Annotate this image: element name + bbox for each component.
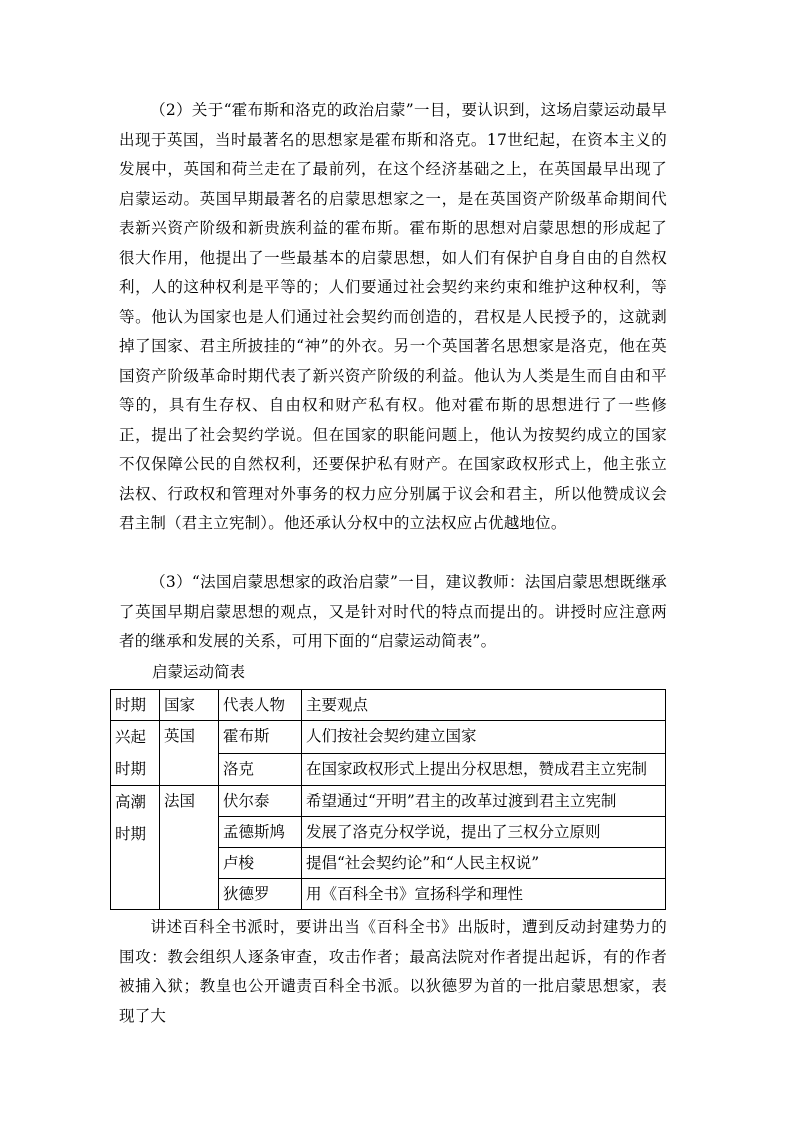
person-cell: 洛克	[219, 753, 302, 786]
person-cell: 狄德罗	[219, 879, 302, 910]
period-cell	[111, 721, 160, 786]
person-cell: 霍布斯	[219, 721, 302, 754]
person-cell: 孟德斯鸠	[219, 817, 302, 848]
period-text: 时期	[115, 825, 147, 843]
table-caption: 启蒙运动简表	[152, 663, 246, 681]
country-cell: 法国	[160, 786, 219, 910]
enlightenment-table	[110, 689, 666, 910]
view-cell: 人们按社会契约建立国家	[302, 721, 666, 754]
period-text: 兴起	[115, 728, 147, 746]
table-row	[111, 721, 666, 754]
view-cell: 在国家政权形式上提出分权思想，赞成君主立宪制	[302, 753, 666, 786]
view-cell: 用《百科全书》宣扬科学和理性	[302, 879, 666, 910]
view-cell: 发展了洛克分权学说，提出了三权分立原则	[302, 817, 666, 848]
country-cell: 英国	[160, 721, 219, 786]
header-country: 国家	[160, 690, 219, 721]
period-text: 时期	[115, 760, 147, 778]
header-person: 代表人物	[219, 690, 302, 721]
header-period: 时期	[111, 690, 160, 721]
view-cell: 希望通过“开明”君主的改革过渡到君主立宪制	[302, 786, 666, 817]
paragraph-hobbes-locke: （2）关于“霍布斯和洛克的政治启蒙”一目，要认识到，这场启蒙运动最早出现于英国，当时最著名的思想家是霍布斯和洛克。17世纪起，在资本主义的发展中，英国和荷兰走在了最前列，在这个经济基础之上，在英国最早出现了启蒙运动。英国早期最著名的启蒙思想家之一，是在英国资产阶级革命期间代表新兴资产阶级和新贵族利益的霍布斯。霍布斯的思想对启蒙思想的形成起了很大作用，他提出了一些最基本的启蒙思想，如人们有保护自身自由的自然权利，人的这种权利是平等的；人们要通过社会契约来约束和维护这种权利，等等。他认为国家也是人们通过社会契约而创造的，君权是人民授予的，这就剥掉了国家、君主所披挂的“神”的外衣。另一个英国著名思想家是洛克，他在英国资产阶级革命时期代表了新兴资产阶级的利益。他认为人类是生而自由和平等的，具有生存权、自由权和财产私有权。他对霍布斯的思想进行了一些修正，提出了社会契约学说。但在国家的职能问题上，他认为按契约成立的国家不仅保障公民的自然权利，还要保护私有财产。在国家政权形式上，他主张立法权、行政权和管理对外事务的权力应分别属于议会和君主，所以他赞成议会君主制（君主立宪制）。他还承认分权中的立法权应占优越地位。	[119, 101, 667, 532]
paragraph-encyclopedists: 讲述百科全书派时，要讲出当《百科全书》出版时，遭到反动封建势力的围攻：教会组织人逐条审查，攻击作者；最高法院对作者提出起诉，有的作者被捕入狱；教皇也公开谴责百科全书派。以狄德罗为首的一批启蒙思想家，表现了大	[119, 918, 667, 1025]
person-cell: 伏尔泰	[219, 786, 302, 817]
table-row	[111, 786, 666, 817]
period-cell	[111, 786, 160, 910]
paragraph-french-enlightenment: （3）“法国启蒙思想家的政治启蒙”一目，建议教师：法国启蒙思想既继承了英国早期启蒙思想的观点，又是针对时代的特点而提出的。讲授时应注意两者的继承和发展的关系，可用下面的“启蒙运动简表”。	[119, 573, 667, 650]
period-text: 高潮	[115, 793, 147, 811]
person-cell: 卢梭	[219, 848, 302, 879]
header-view: 主要观点	[302, 690, 666, 721]
view-cell: 提倡“社会契约论”和“人民主权说”	[302, 848, 666, 879]
table-header-row	[111, 690, 666, 721]
